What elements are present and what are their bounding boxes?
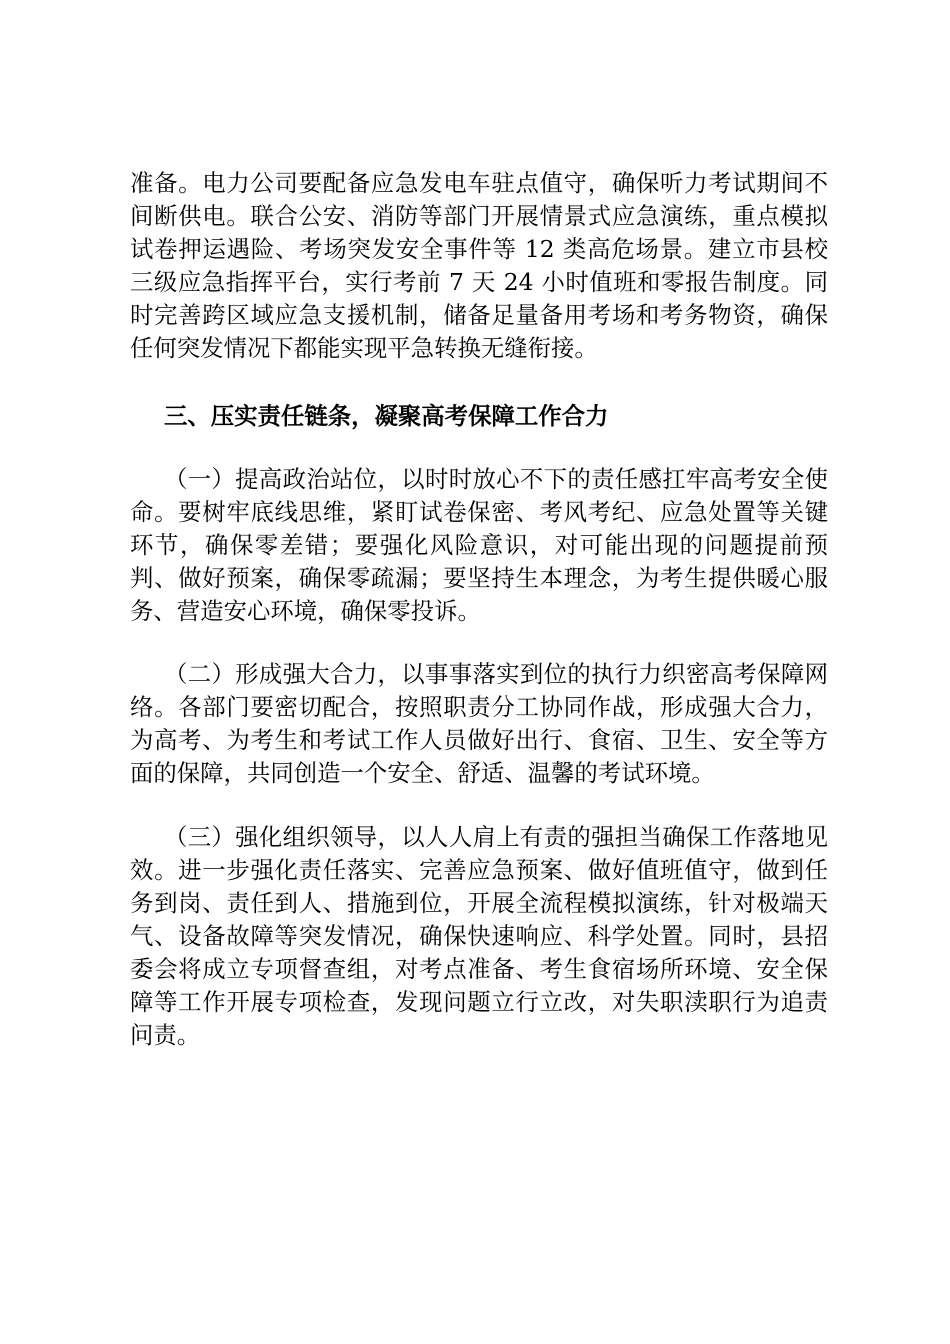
paragraph-2: （二）形成强大合力，以事事落实到位的执行力织密高考保障网络。各部门要密切配合，按照职责分工协同作战，形成强大合力，为高考、为考生和考试工作人员做好出行、食宿、卫生、安全等方面的保障，共同创造一个安全、舒适、温馨的考试环境。 (130, 660, 828, 788)
section-heading: 三、压实责任链条，凝聚高考保障工作合力 (164, 401, 609, 430)
paragraph-continuation: 准备。电力公司要配备应急发电车驻点值守，确保听力考试期间不间断供电。联合公安、消防等部门开展情景式应急演练，重点模拟试卷押运遇险、考场突发安全事件等 12 类高危场景。建立市县校三级应急指挥平台，实行考前 7 天 24 小时值班和零报告制度。同时完善跨区域应急支援机制，储备足量备用考场和考务物资，确保任何突发情况下都能实现平急转换无缝衔接。 (130, 169, 828, 363)
paragraph-1: （一）提高政治站位，以时时放心不下的责任感扛牢高考安全使命。要树牢底线思维，紧盯试卷保密、考风考纪、应急处置等关键环节，确保零差错；要强化风险意识，对可能出现的问题提前预判、做好预案，确保零疏漏；要坚持生本理念，为考生提供暖心服务、营造安心环境，确保零投诉。 (130, 464, 828, 626)
document-page (130, 167, 828, 1052)
paragraph-3: （三）强化组织领导，以人人肩上有责的强担当确保工作落地见效。进一步强化责任落实、完善应急预案、做好值班值守，做到任务到岗、责任到人、措施到位，开展全流程模拟演练，针对极端天气、设备故障等突发情况，确保快速响应、科学处置。同时，县招委会将成立专项督查组，对考点准备、考生食宿场所环境、安全保障等工作开展专项检查，发现问题立行立改，对失职渎职行为追责问责。 (130, 822, 828, 1050)
